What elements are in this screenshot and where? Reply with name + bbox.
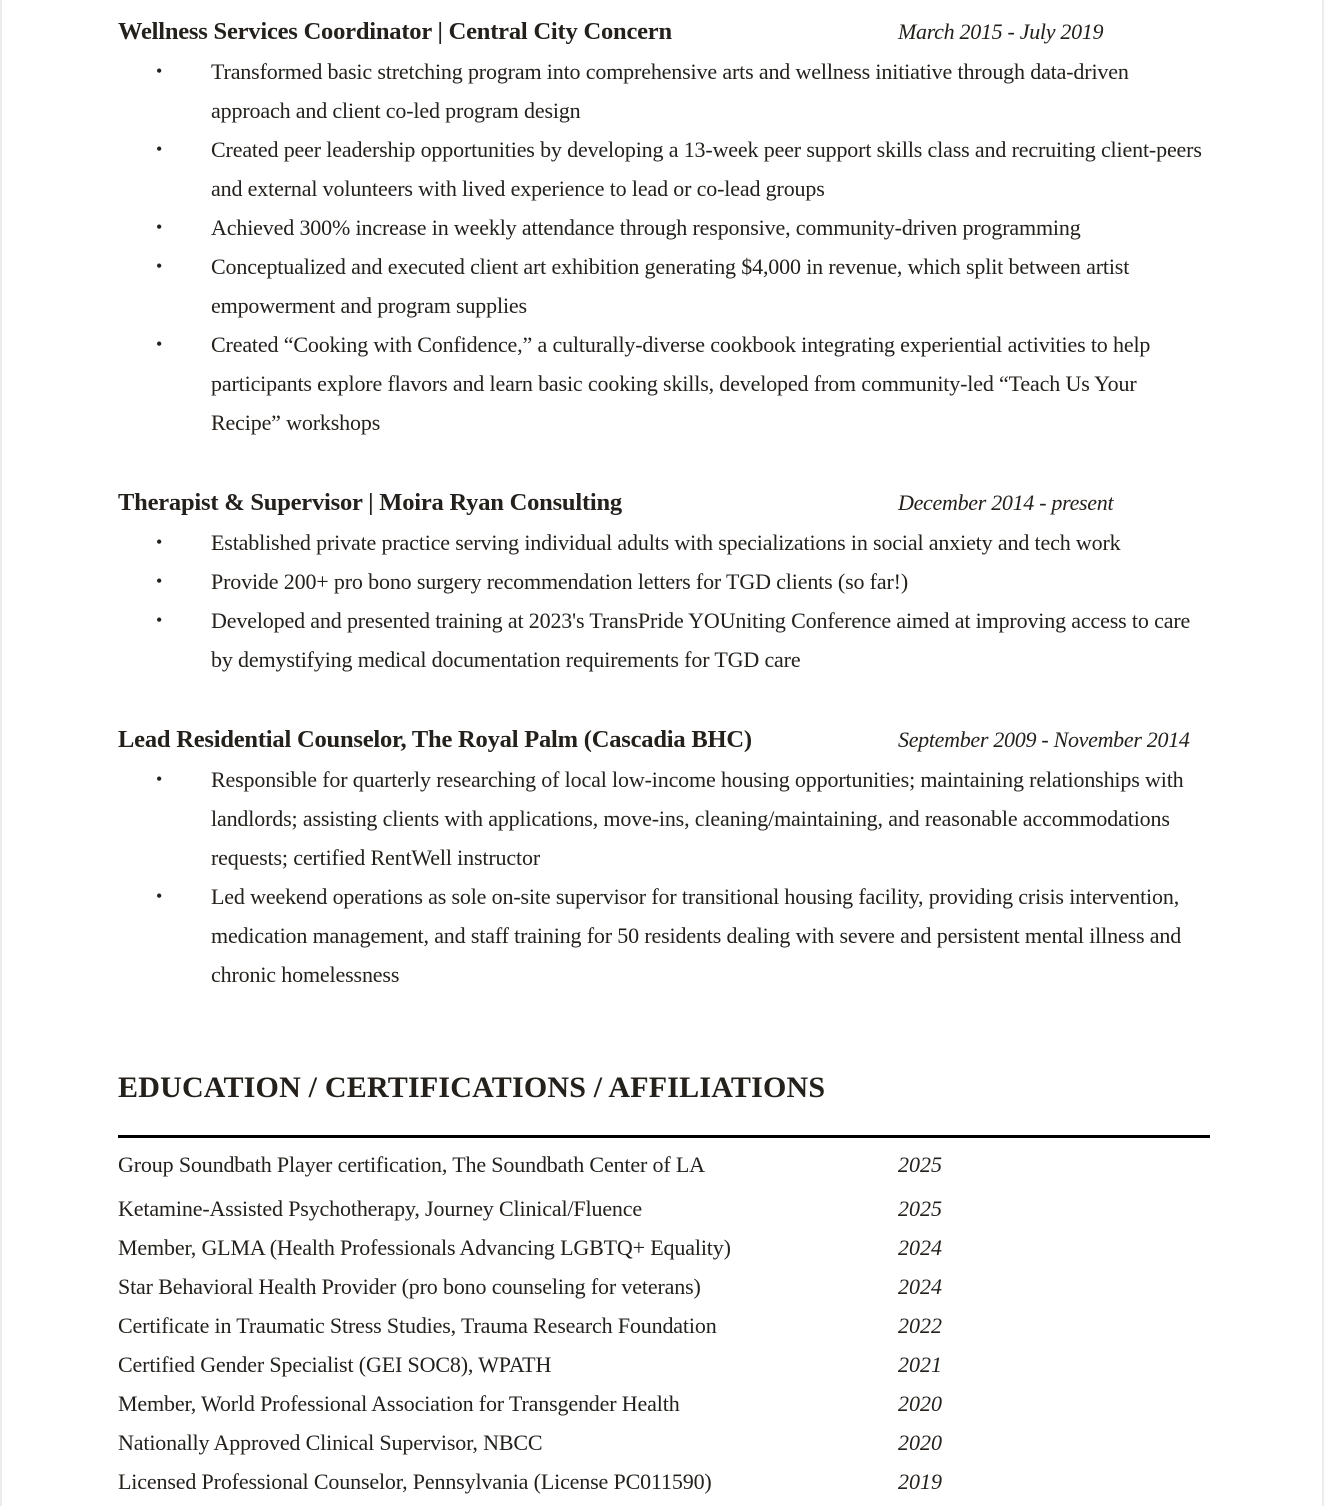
job-entry-royal-palm [118,724,1210,994]
education-item-name: Certificate in Traumatic Stress Studies, Trauma Research Foundation [118,1313,717,1338]
job-bullet [118,208,1210,247]
bullet-icon: • [156,139,163,159]
bullet-icon: • [156,886,163,906]
education-item [118,1384,1210,1423]
bullet-icon: • [156,571,163,591]
education-item [118,1228,1210,1267]
job-bullet [118,325,1210,442]
job-title: Therapist & Supervisor | Moira Ryan Consulting [118,489,622,516]
education-item [118,1189,1210,1228]
bullet-text: Provide 200+ pro bono surgery recommendation letters for TGD clients (so far!) [211,569,908,594]
education-item-year: 2020 [898,1391,942,1416]
job-bullet [118,52,1210,130]
job-dates: September 2009 - November 2014 [898,727,1190,752]
education-item [118,1345,1210,1384]
education-item [118,1423,1210,1462]
bullet-text: Created peer leadership opportunities by developing a 13-week peer support skills class and recruiting client-peers and external volunteers with lived experience to lead or co-lead groups [211,137,1202,201]
bullet-icon: • [156,769,163,789]
section-divider [118,1135,1210,1138]
bullet-text: Achieved 300% increase in weekly attendance through responsive, community-driven programming [211,215,1081,240]
bullet-icon: • [156,61,163,81]
education-item-name: Group Soundbath Player certification, The Soundbath Center of LA [118,1152,705,1177]
job-bullet-list [118,760,1210,994]
bullet-text: Led weekend operations as sole on-site supervisor for transitional housing facility, providing crisis intervention, medication management, and staff training for 50 residents dealing with severe and persistent mental illness and chronic homelessness [211,884,1182,987]
bullet-text: Responsible for quarterly researching of local low-income housing opportunities; maintaining relationships with landlords; assisting clients with applications, move-ins, cleaning/maintaining, and reasonable accommodations requests; certified RentWell instructor [211,767,1184,870]
bullet-icon: • [156,217,163,237]
education-item-name: Member, GLMA (Health Professionals Advancing LGBTQ+ Equality) [118,1235,731,1260]
job-bullet [118,601,1210,679]
job-bullet [118,523,1210,562]
job-bullet-list [118,52,1210,442]
section-heading-education: EDUCATION / CERTIFICATIONS / AFFILIATIONS [118,1071,826,1104]
bullet-text: Developed and presented training at 2023's TransPride YOUniting Conference aimed at improving access to care by demystifying medical documentation requirements for TGD care [211,608,1191,672]
bullet-text: Conceptualized and executed client art exhibition generating $4,000 in revenue, which split between artist empowerment and program supplies [211,254,1130,318]
education-item [118,1462,1210,1501]
education-item-name: Certified Gender Specialist (GEI SOC8), WPATH [118,1352,552,1377]
bullet-text: Transformed basic stretching program into comprehensive arts and wellness initiative through data-driven approach and client co-led program design [211,59,1129,123]
bullet-icon: • [156,334,163,354]
job-entry-central-city-concern [118,16,1210,442]
job-header [118,487,1210,519]
education-item-year: 2020 [898,1430,942,1455]
education-item-name: Ketamine-Assisted Psychotherapy, Journey Clinical/Fluence [118,1196,643,1221]
education-item-year: 2022 [898,1313,942,1338]
bullet-icon: • [156,256,163,276]
bullet-icon: • [156,610,163,630]
job-bullet [118,877,1210,994]
education-list [118,1145,1210,1501]
education-item-name: Licensed Professional Counselor, Pennsylvania (License PC011590) [118,1469,712,1494]
bullet-text: Established private practice serving individual adults with specializations in social anxiety and tech work [211,530,1121,555]
education-item-year: 2021 [898,1352,942,1377]
education-item-year: 2025 [898,1152,942,1177]
education-item-name: Star Behavioral Health Provider (pro bono counseling for veterans) [118,1274,701,1299]
bullet-text: Created “Cooking with Confidence,” a culturally-diverse cookbook integrating experiential activities to help participants explore flavors and learn basic cooking skills, developed from community-led “Teach Us Your Recipe” workshops [211,332,1151,435]
job-header [118,16,1210,48]
education-item [118,1306,1210,1345]
job-dates: March 2015 - July 2019 [898,19,1104,44]
education-item-year: 2019 [898,1469,942,1494]
education-item-year: 2025 [898,1196,942,1221]
education-item [118,1267,1210,1306]
bullet-icon: • [156,532,163,552]
education-item-year: 2024 [898,1274,942,1299]
job-bullet [118,130,1210,208]
job-title: Wellness Services Coordinator | Central City Concern [118,18,672,45]
education-item-name: Member, World Professional Association for Transgender Health [118,1391,680,1416]
job-header [118,724,1210,756]
job-entry-moira-ryan-consulting [118,487,1210,679]
job-dates: December 2014 - present [898,490,1114,515]
job-title: Lead Residential Counselor, The Royal Palm (Cascadia BHC) [118,726,752,753]
education-item-year: 2024 [898,1235,942,1260]
education-item [118,1145,1210,1189]
job-bullet-list [118,523,1210,679]
job-bullet [118,247,1210,325]
job-bullet [118,760,1210,877]
education-item-name: Nationally Approved Clinical Supervisor, NBCC [118,1430,543,1455]
job-bullet [118,562,1210,601]
